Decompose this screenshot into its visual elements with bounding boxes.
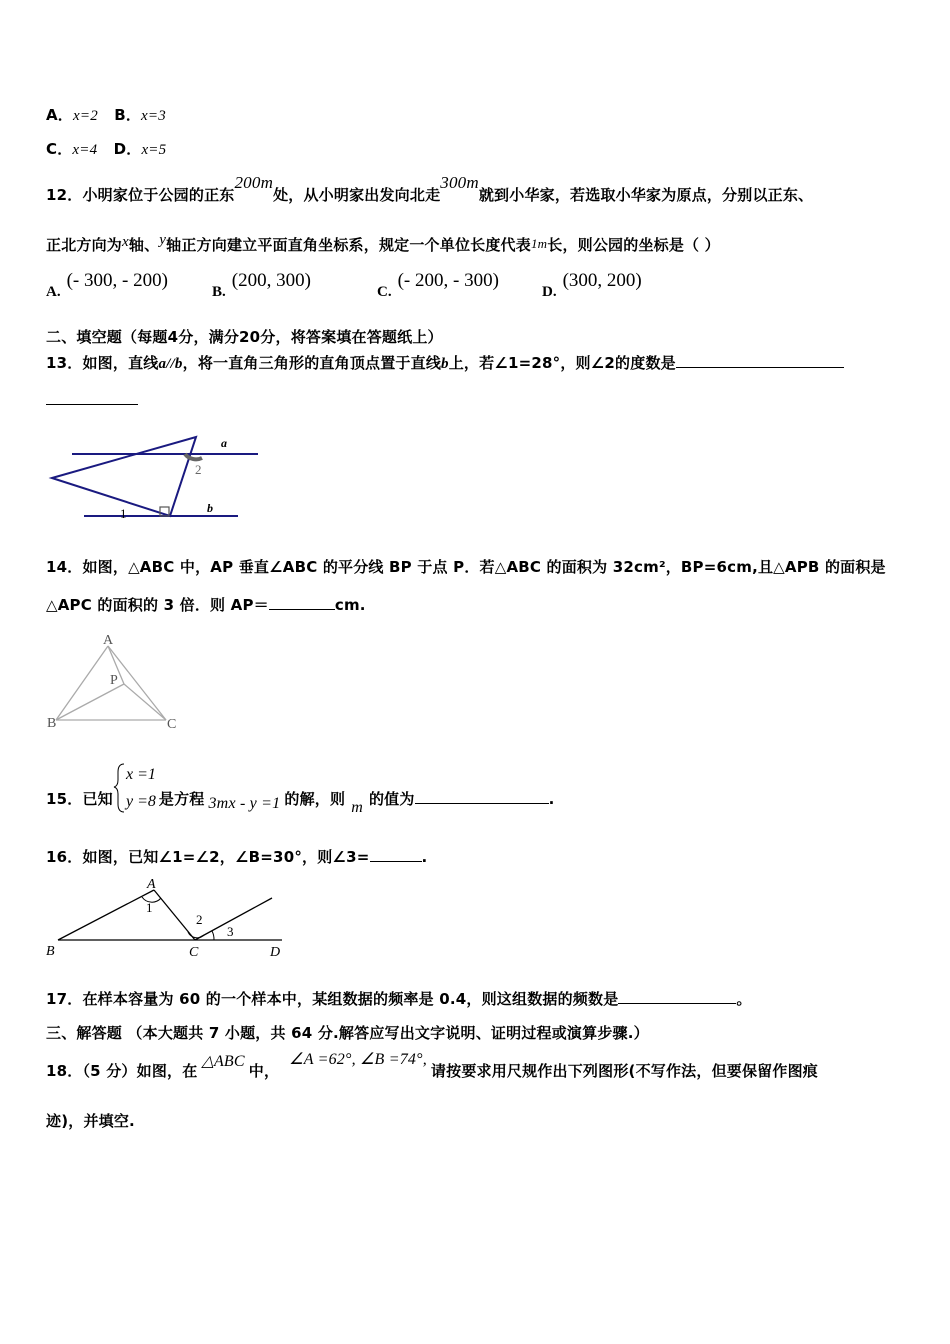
q15-text-2: 是方程 [158, 790, 205, 808]
q13-text-3: 上，若∠1=28°，则∠2的度数是 [448, 354, 676, 372]
label-angle-3: 3 [227, 924, 234, 939]
q17-text-2: 。 [736, 990, 752, 1008]
option-a-label: A． [46, 106, 74, 124]
q18-line1 [46, 1051, 818, 1081]
q12-text-3: 就到小华家，若选取小华家为原点，分别以正东、 [478, 186, 814, 204]
label-angle-2: 2 [196, 912, 203, 927]
section-3-heading: 三、解答题 （本大题共 7 小题，共 64 分.解答应写出文字说明、证明过程或演算步骤.） [46, 1024, 649, 1042]
option-b-label: B． [114, 106, 142, 124]
option-b-value: x=3 [141, 108, 166, 124]
q18-text-3: 请按要求用尺规作出下列图形(不写作法，但要保留作图痕 [430, 1062, 818, 1080]
section-2-heading: 二、填空题（每题4分，满分20分，将答案填在答题纸上） [46, 328, 443, 346]
q15-text-5: . [548, 790, 555, 808]
q12-text-7: 长，则公园的坐标是（ ） [547, 236, 720, 254]
label-angle-1: 1 [120, 506, 127, 521]
q18-text-2: 中， [248, 1062, 280, 1080]
q18-angles: ∠A =62°, ∠B =74°, [289, 1051, 427, 1068]
vertex-A: A [103, 633, 114, 648]
q15-text-3: 的解，则 [284, 790, 346, 808]
label-b: b [207, 501, 213, 515]
q17-line [46, 988, 752, 1009]
q12-option-a: A.(- 300, - 200) [46, 270, 168, 300]
q17-answer-blank[interactable] [618, 989, 736, 1004]
q12-unit: 1m [530, 236, 548, 251]
q15-system-line1: x =1 [126, 766, 156, 783]
point-P: P [110, 673, 118, 688]
q12-xvar: x [122, 234, 129, 250]
q12-yvar: y [159, 232, 167, 248]
q12-dist1: 200m [234, 173, 274, 192]
angle-3-arc [212, 931, 214, 940]
q14-text-2: △APC 的面积的 3 倍．则 AP＝ [46, 596, 269, 614]
q12-option-b: B.(200, 300) [212, 270, 311, 300]
q13-b: b [441, 356, 449, 372]
q15-equation: 3mx - y =1 [208, 795, 281, 812]
q15-text-1: 15．已知 [46, 790, 113, 808]
q12-text-2: 处，从小明家出发向北走 [273, 186, 441, 204]
q15-text-4: 的值为 [368, 790, 415, 808]
q12-text-5: 轴、 [128, 236, 160, 254]
q18-text-1: 18．（5 分）如图，在 [46, 1062, 198, 1080]
segment-AC [154, 890, 195, 940]
q12-text-1: 12．小明家位于公园的正东 [46, 186, 235, 204]
segment-BA [58, 890, 154, 940]
q16-text-2: . [421, 848, 428, 866]
option-d-value: x=5 [141, 142, 167, 158]
option-c-value: x=4 [72, 142, 98, 158]
option-d-label: D． [113, 140, 142, 158]
label-a: a [221, 436, 227, 450]
q18-line2: 迹)，并填空. [46, 1112, 135, 1130]
vertex-B: B [46, 944, 55, 959]
q17-text-1: 17．在样本容量为 60 的一个样本中，某组数据的频率是 0.4，则这组数据的频数是 [46, 990, 619, 1008]
vertex-D: D [270, 945, 281, 960]
q18-triangle: △ABC [201, 1053, 245, 1070]
vertex-A: A [147, 877, 156, 892]
vertex-B: B [47, 716, 57, 731]
q13-ab: a//b [158, 356, 183, 372]
q13-text-2: ，将一直角三角形的直角顶点置于直线 [182, 354, 442, 372]
q16-text-1: 16．如图，已知∠1=∠2，∠B=30°，则∠3= [46, 848, 370, 866]
vertex-C: C [167, 717, 177, 732]
q12-option-c: C.(- 200, - 300) [377, 270, 499, 300]
q12-text-4: 正北方向为 [46, 236, 123, 254]
q13-text-1: 13．如图，直线 [46, 354, 159, 372]
q15-m: m [351, 799, 363, 816]
ray-from-C [195, 898, 272, 940]
q15-system-line2: y =8 [126, 793, 156, 810]
q12-option-d: D.(300, 200) [542, 270, 642, 300]
q12-text-6: 轴正方向建立平面直角坐标系，规定一个单位长度代表 [166, 236, 531, 254]
option-c-label: C． [46, 140, 73, 158]
vertex-C: C [189, 945, 199, 960]
option-a-value: x=2 [73, 108, 98, 124]
label-angle-2: 2 [195, 462, 202, 477]
q14-text-3: cm. [334, 596, 366, 614]
q14-text-1: 14．如图，△ABC 中，AP 垂直∠ABC 的平分线 BP 于点 P．若△ABC 的面积为 32cm²，BP=6cm,且△APB 的面积是 [46, 558, 886, 576]
q12-dist2: 300m [440, 173, 479, 192]
label-angle-1: 1 [146, 900, 153, 915]
angle-2-arc [188, 932, 204, 938]
